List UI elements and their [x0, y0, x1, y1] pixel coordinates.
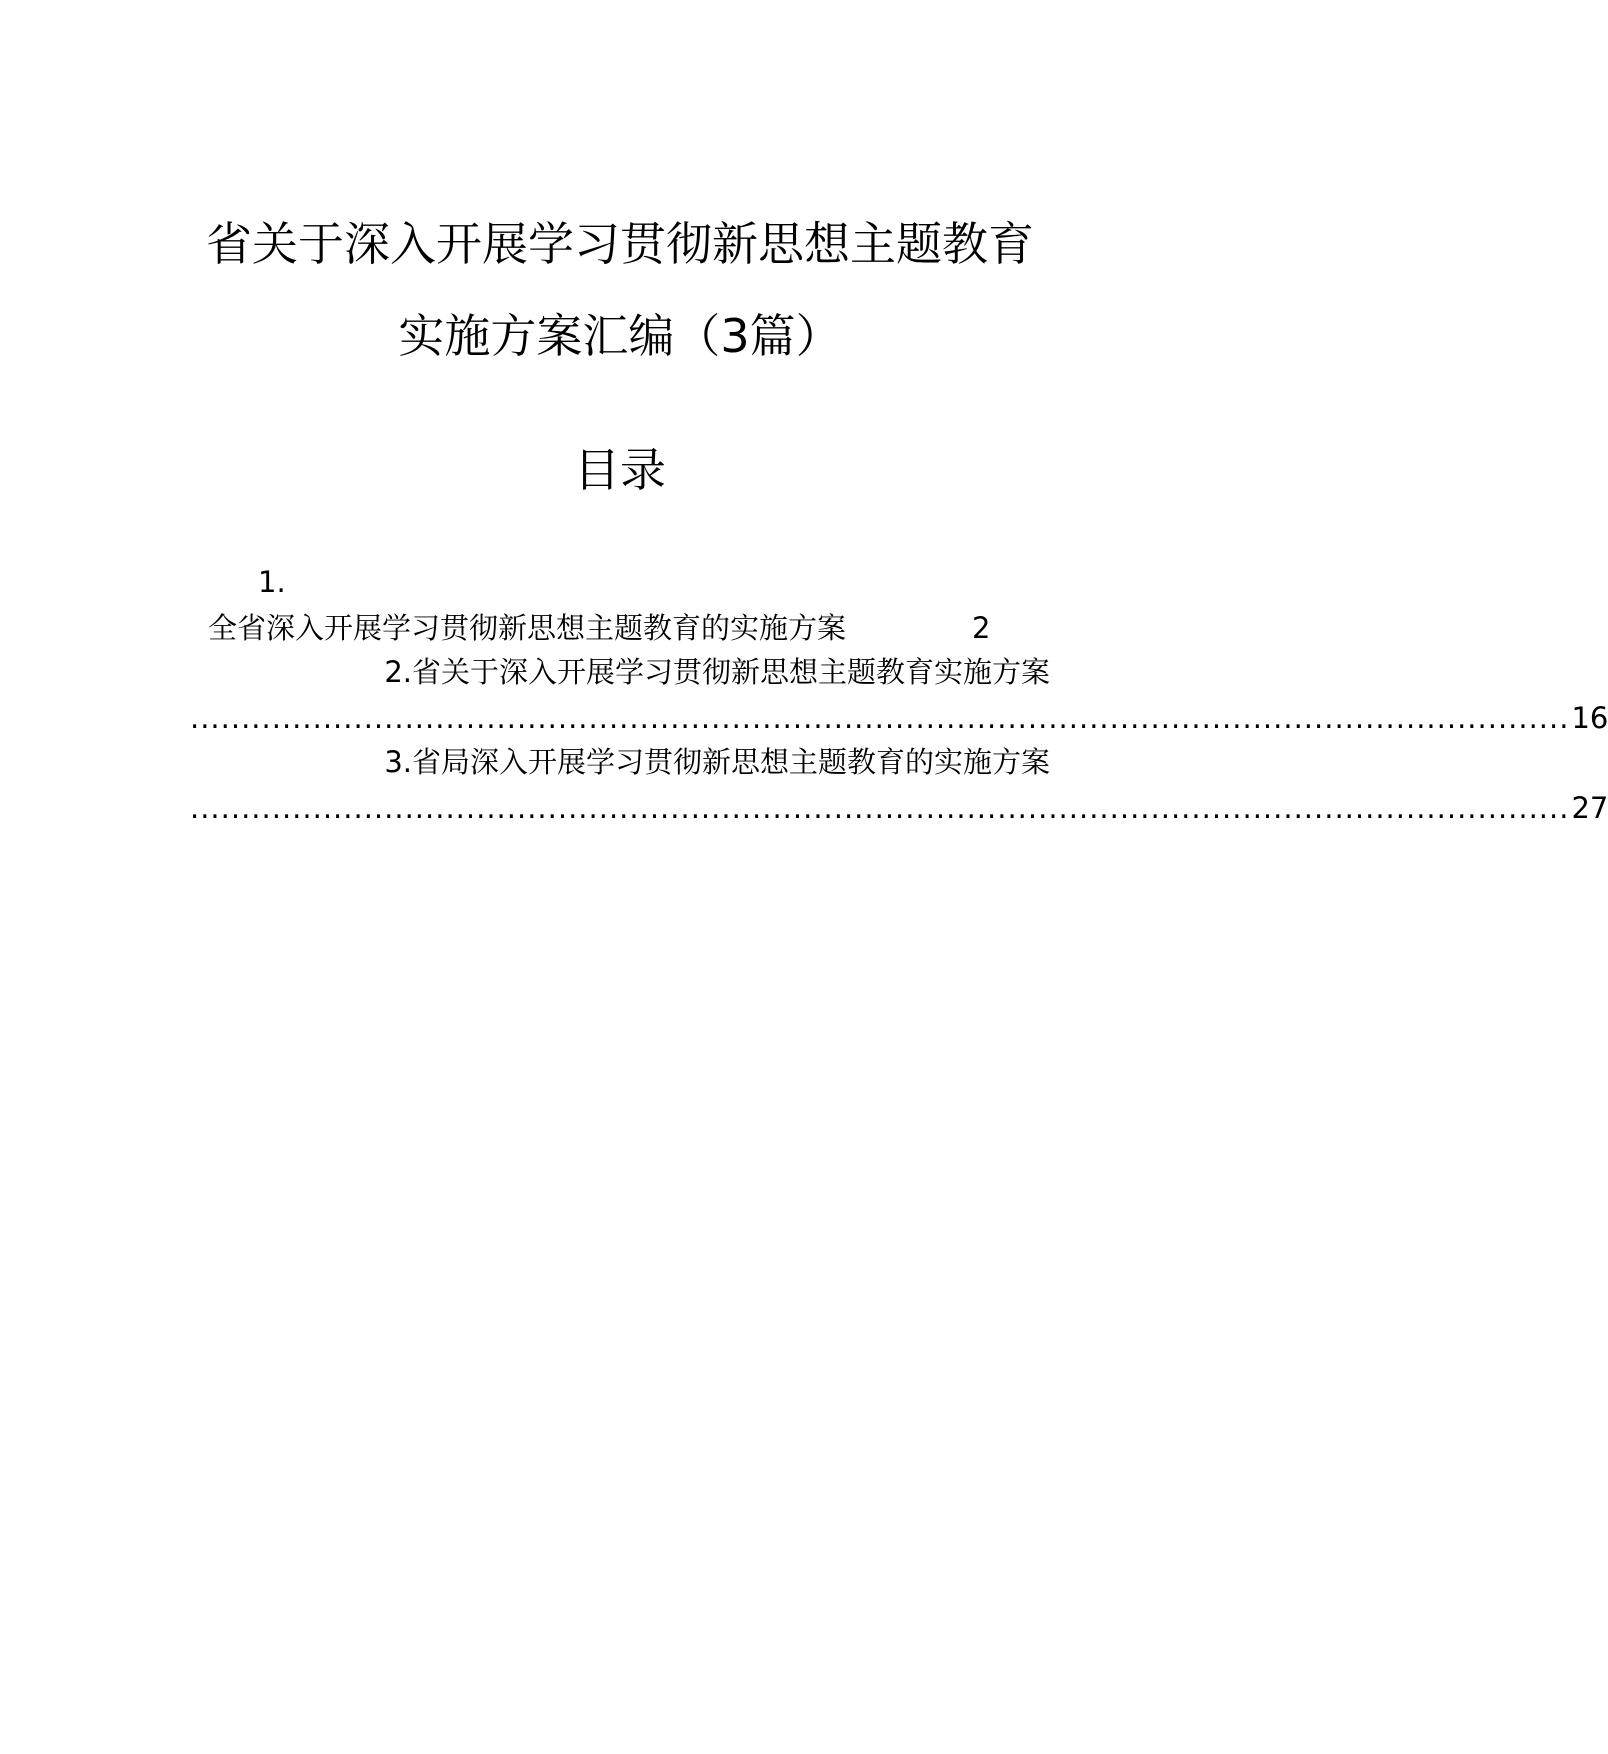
toc-entry-3-leader [190, 788, 1608, 828]
toc-entry-3-page: 27 [1571, 791, 1608, 825]
toc-entry-2-title[interactable]: 2.省关于深入开展学习贯彻新思想主题教育实施方案 [384, 655, 1050, 689]
toc-entry-2-leader [190, 698, 1608, 738]
document-title-line-1: 省关于深入开展学习贯彻新思想主题教育 [206, 217, 1034, 271]
toc-entry-3-dots: ....................................................................................................................................... [190, 791, 1570, 825]
toc-heading: 目录 [574, 443, 666, 497]
toc-entry-1-number: 1. [258, 565, 286, 599]
toc-entry-1-page: 2 [972, 611, 991, 645]
toc-entry-3-title[interactable]: 3.省局深入开展学习贯彻新思想主题教育的实施方案 [384, 745, 1050, 779]
document-title-line-2: 实施方案汇编（3篇） [398, 309, 842, 363]
toc-entry-1-title[interactable]: 全省深入开展学习贯彻新思想主题教育的实施方案 [208, 611, 847, 645]
toc-entry-2-dots: ....................................................................................................................................... [190, 701, 1570, 735]
toc-entry-2-page: 16 [1571, 701, 1608, 735]
